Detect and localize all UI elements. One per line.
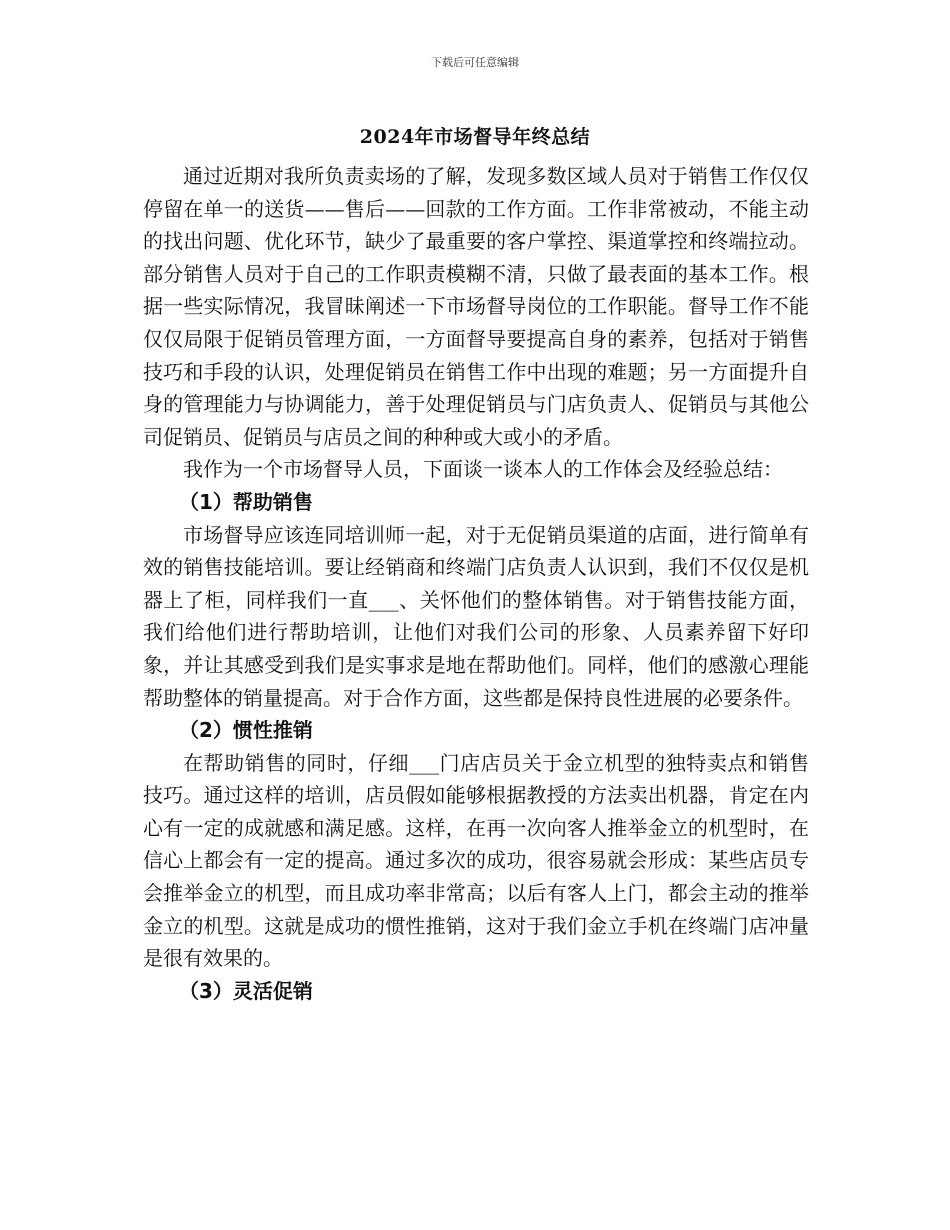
section-body-2: 在帮助销售的同时，仔细___门店店员关于金立机型的独特卖点和销售技巧。通过这样的培训，店员假如能够根据教授的方法卖出机器，肯定在内心有一定的成就感和满足感。这样，在再一次向客人推举金立的机型时，在信心上都会有一定的提高。通过多次的成功，很容易就会形成：某些店员专会推举金立的机型，而且成功率非常高；以后有客人上门，都会主动的推举金立的机型。这就是成功的惯性推销，这对于我们金立手机在终端门店冲量是很有效果的。 — [143, 750, 809, 971]
document-body — [143, 160, 809, 1007]
intro-paragraph: 通过近期对我所负责卖场的了解，发现多数区域人员对于销售工作仅仅停留在单一的送货——售后——回款的工作方面。工作非常被动，不能主动的找出问题、优化环节，缺少了最重要的客户掌控、渠道掌控和终端拉动。部分销售人员对于自己的工作职责模糊不清，只做了最表面的基本工作。根据一些实际情况，我冒昧阐述一下市场督导岗位的工作职能。督导工作不能仅仅局限于促销员管理方面，一方面督导要提高自身的素养，包括对于销售技巧和手段的认识，处理促销员在销售工作中出现的难题；另一方面提升自身的管理能力与协调能力，善于处理促销员与门店负责人、促销员与其他公司促销员、促销员与店员之间的种种或大或小的矛盾。 — [143, 164, 809, 449]
document-title: 2024年市场督导年终总结 — [359, 126, 591, 148]
section-body-1: 市场督导应该连同培训师一起，对于无促销员渠道的店面，进行简单有效的销售技能培训。要让经销商和终端门店负责人认识到，我们不仅仅是机器上了柜，同样我们一直___、关怀他们的整体销售。对于销售技能方面，我们给他们进行帮助培训，让他们对我们公司的形象、人员素养留下好印象，并让其感受到我们是实事求是地在帮助他们。同样，他们的感激心理能帮助整体的销量提高。对于合作方面，这些都是保持良性进展的必要条件。 — [143, 522, 809, 710]
intro-paragraph-2: 我作为一个市场督导人员，下面谈一谈本人的工作体会及经验总结： — [183, 457, 783, 482]
section-heading-3: （3）灵活促销 — [179, 978, 313, 1003]
section-heading-2: （2）惯性推销 — [179, 718, 313, 743]
header-note: 下载后可任意编辑 — [431, 56, 519, 69]
section-heading-1: （1）帮助销售 — [179, 489, 313, 514]
